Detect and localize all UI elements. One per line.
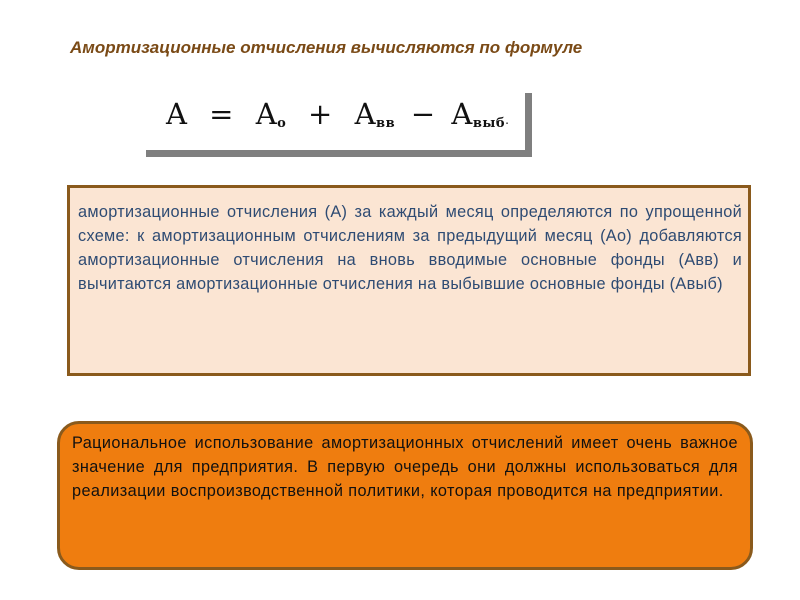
definition-box [67,185,751,376]
formula-term-avv [355,97,396,131]
rational-use-box [57,421,753,570]
formula-term-avv-sub: вв [376,116,396,131]
formula-term-avyb-sub: выб [472,116,506,131]
formula-term-ao-sub: o [277,116,287,131]
formula-lhs: A [166,97,188,131]
formula-box [146,93,532,157]
rational-use-text: Рациональное использование амортизационных отчислений имеет очень важное значение для предприятия. В первую очередь они должны использоваться для реализации воспроизводственной политики, которая проводится на предприятии. [72,434,738,500]
formula-term-avyb [451,97,505,131]
formula-plus: + [308,97,333,131]
definition-text: амортизационные отчисления (А) за каждый месяц определяются по упрощенной схеме: к амортизационным отчислениям за предыдущий месяц (Ао) добавляются амортизационные отчисления на вновь вводимые основные фонды (Авв) и вычитаются амортизационные отчисления на выбывшие основные фонды (Авыб) [78,203,742,293]
formula-term-avv-base: A [354,97,377,131]
formula-term-ao [256,97,287,131]
formula-equals: = [209,97,234,131]
formula-minus: − [410,97,436,131]
formula-trailing-dot: . [505,113,510,127]
formula-term-ao-base: A [255,97,278,131]
formula-term-avyb-base: A [451,97,473,131]
formula [166,97,509,131]
slide-title: Амортизационные отчисления вычисляются по формуле [70,38,583,57]
